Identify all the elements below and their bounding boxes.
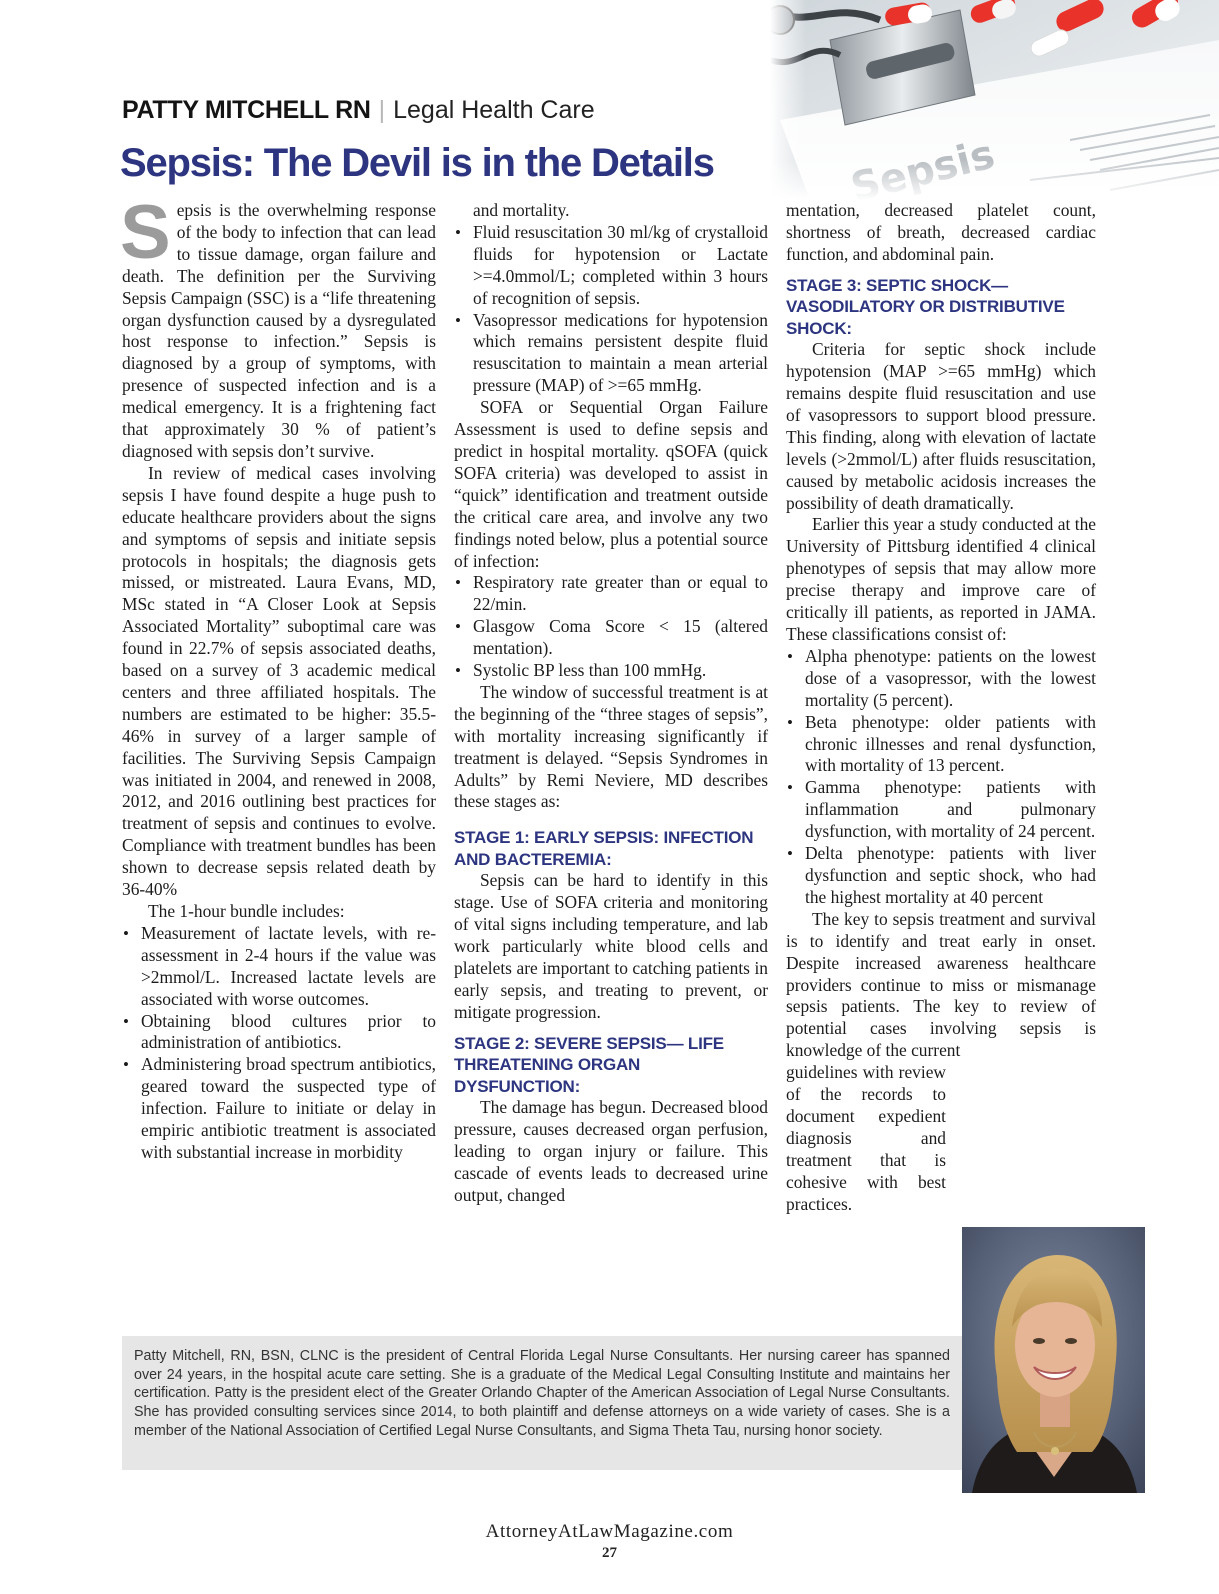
list-item: • Systolic BP less than 100 mmHg. [454,660,768,682]
footer-website: AttorneyAtLawMagazine.com [485,1521,734,1542]
drop-cap: S [120,190,171,275]
phenotype-list [786,646,1096,909]
article-column-3 [786,200,1096,1215]
page-number: 27 [602,1545,617,1561]
list-item: • Delta phenotype: patients with liver dysfunction and septic shock, who had the highest mortality at 40 percent [786,843,1096,909]
list-item: • Administering broad spectrum antibiotics, geared toward the suspected type of infection. Failure to initiate or delay in empiric antibiotic treatment is associated with substantial increase in morbidity [122,1054,436,1164]
author-bio: Patty Mitchell, RN, BSN, CLNC is the president of Central Florida Legal Nurse Consultants. Her nursing career has spanned over 24 years, in the hospital acute care setting. She is a graduate of the Medical Legal Consulting Institute and maintains her certification. Patty is the president elect of the Greater Orlando Chapter of the American Association of Legal Nurse Consultants. She has provided consulting services since 2014, to both plaintiff and defense attorneys on a wide variety of cases. She is a member of the National Association of Certified Legal Nurse Consultants, and Sigma Theta Tau, nursing honor society. [122,1336,962,1470]
list-item: • Measurement of lactate levels, with re-assessment in 2-4 hours if the value was >2mmol/L. Increased lactate levels are associated with worse outcomes. [122,923,436,1011]
paragraph: and mortality. [473,200,570,220]
bundle-list [122,923,436,1164]
stage-2-heading: STAGE 2: SEVERE SEPSIS— LIFE THREATENING ORGAN DYSFUNCTION: [454,1033,724,1096]
paragraph: Earlier this year a study conducted at the University of Pittsburg identified 4 clinical phenotypes of sepsis that may allow more precise therapy and improve care of critically ill patients, as reported in JAMA. These classifications consist of: [786,514,1096,644]
paragraph: In review of medical cases involving sepsis I have found despite a huge push to educate healthcare providers about the signs and symptoms of sepsis and initiate sepsis protocols in hospitals; the diagnosis gets missed, or mistreated. Laura Evans, MD, MSc stated in “A Closer Look at Sepsis Associated Mortality” suboptimal care was found in 22.7% of sepsis associated deaths, based on a survey of 3 academic medical centers and three affiliated hospitals. The numbers are estimated to be higher: 35.5-46% in survey of a larger sample of facilities. The Surviving Sepsis Campaign was initiated in 2004, and renewed in 2008, 2012, and 2016 outlining best practices for treatment of sepsis and continues to evolve. Compliance with treatment bundles has been shown to decrease sepsis related death by 36-40% [122,462,436,900]
list-item: • Fluid resuscitation 30 ml/kg of crystalloid fluids for hypotension or Lactate >=4.0mmol/L; completed within 3 hours of recognition of sepsis. [454,222,768,310]
paragraph: The 1-hour bundle includes: [148,901,345,921]
paragraph: Sepsis can be hard to identify in this stage. Use of SOFA criteria and monitoring of vital signs including temperature, and lab work particularly white blood cells and platelets are important to catching patients in early sepsis, and treating to prevent, or mitigate progression. [454,870,768,1022]
list-item: • Beta phenotype: older patients with chronic illnesses and renal dysfunction, with mortality of 13 percent. [786,712,1096,778]
paragraph: Criteria for septic shock include hypotension (MAP >=65 mmHg) which remains despite fluid resuscitation and use of vasopressors to support blood pressure. This finding, along with elevation of lactate levels (>2mmol/L) after fluids resuscitation, caused by metabolic acidosis increases the possibility of death dramatically. [786,339,1096,513]
bundle-list-cont [454,222,768,397]
paragraph: mentation, decreased platelet count, shortness of breath, decreased cardiac function, and abdominal pain. [786,200,1096,264]
list-item: • Obtaining blood cultures prior to administration of antibiotics. [122,1011,436,1055]
qsofa-list [454,572,768,682]
byline-separator: | [378,96,386,124]
header-photo [770,0,1219,200]
intro-paragraph: Sepsis is the overwhelming response of the body to infection that can lead to tissue damage, organ failure and death. The definition per the Surviving Sepsis Campaign (SSC) is a “life threatening organ dysfunction caused by a dysregulated host response to infection.” Sepsis is diagnosed by a group of symptoms, with presence of suspected infection and is a medical emergency. It is a frightening fact that approximately 30 % of patient’s diagnosed with sepsis don’t survive. [120,190,436,461]
list-item: • Alpha phenotype: patients on the lowest dose of a vasopressor, with the lowest mortality (5 percent). [786,646,1096,712]
paragraph: guidelines with review of the records to document expedient diagnosis and treatment that is cohesive with best practices. [786,1062,946,1214]
article-column-2 [454,200,768,1207]
article-column-1 [120,190,436,1164]
paragraph: The damage has begun. Decreased blood pressure, causes decreased organ perfusion, leading to organ injury or failure. This cascade of events leads to decreased urine output, changed [454,1097,768,1205]
author-name: PATTY MITCHELL RN [122,96,371,124]
list-item: • Vasopressor medications for hypotension which remains persistent despite fluid resuscitation to maintain a mean arterial pressure (MAP) of >=65 mmHg. [454,310,768,398]
paragraph: SOFA or Sequential Organ Failure Assessment is used to define sepsis and predict in hospital mortality. qSOFA (quick SOFA criteria) was developed to assist in “quick” identification and treatment outside the critical care area, and involve any two findings noted below, plus a potential source of infection: [454,397,768,571]
clipboard-pills-image [770,0,1219,200]
article-title: Sepsis: The Devil is in the Details [120,141,714,185]
list-item: • Respiratory rate greater than or equal to 22/min. [454,572,768,616]
stage-3-heading: STAGE 3: SEPTIC SHOCK— VASODILATORY OR DISTRIBUTIVE SHOCK: [786,275,1065,338]
author-portrait-image [962,1227,1145,1493]
paragraph: The key to sepsis treatment and survival is to identify and treat early in onset. Despite increased awareness healthcare providers continue to miss or mismanage sepsis patients. The key to review of potential cases involving sepsis is knowledge of the current [786,908,1096,1061]
byline [122,94,595,126]
paragraph: The window of successful treatment is at the beginning of the “three stages of sepsis”, with mortality increasing significantly if treatment is delayed. “Sepsis Syndromes in Adults” by Remi Neviere, MD describes these stages as: [454,681,768,812]
stage-1-heading: STAGE 1: EARLY SEPSIS: INFECTION AND BACTEREMIA: [454,828,754,869]
list-item: • Gamma phenotype: patients with inflammation and pulmonary dysfunction, with mortality of 24 percent. [786,777,1096,843]
author-photo [962,1227,1145,1493]
section-name: Legal Health Care [393,96,595,124]
list-item: • Glasgow Coma Score < 15 (altered mentation). [454,616,768,660]
